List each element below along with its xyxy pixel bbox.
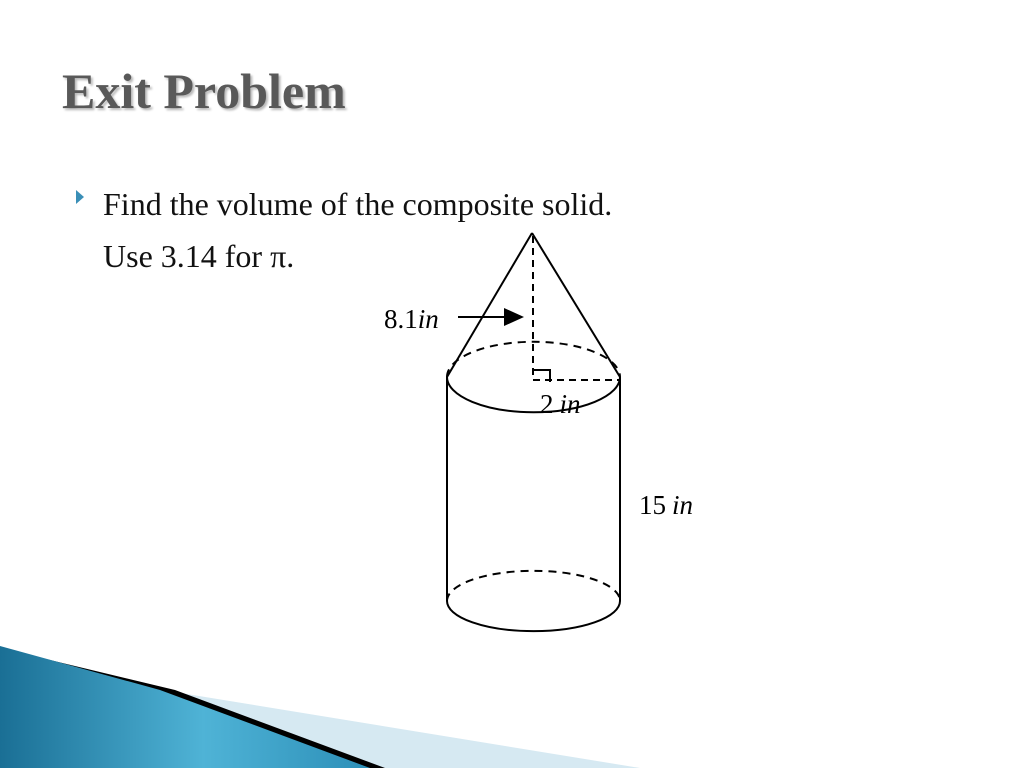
- slant-height-label: 8.1in: [384, 304, 439, 334]
- radius-label: 2 in: [540, 389, 581, 419]
- deco-blue-band: [0, 646, 370, 768]
- cylinder-height-label: 15 in: [639, 490, 694, 520]
- slide-title: Exit Problem: [62, 63, 346, 119]
- problem-statement: Find the volume of the composite solid.: [103, 186, 613, 222]
- pi-instruction: Use 3.14 for π.: [103, 238, 295, 274]
